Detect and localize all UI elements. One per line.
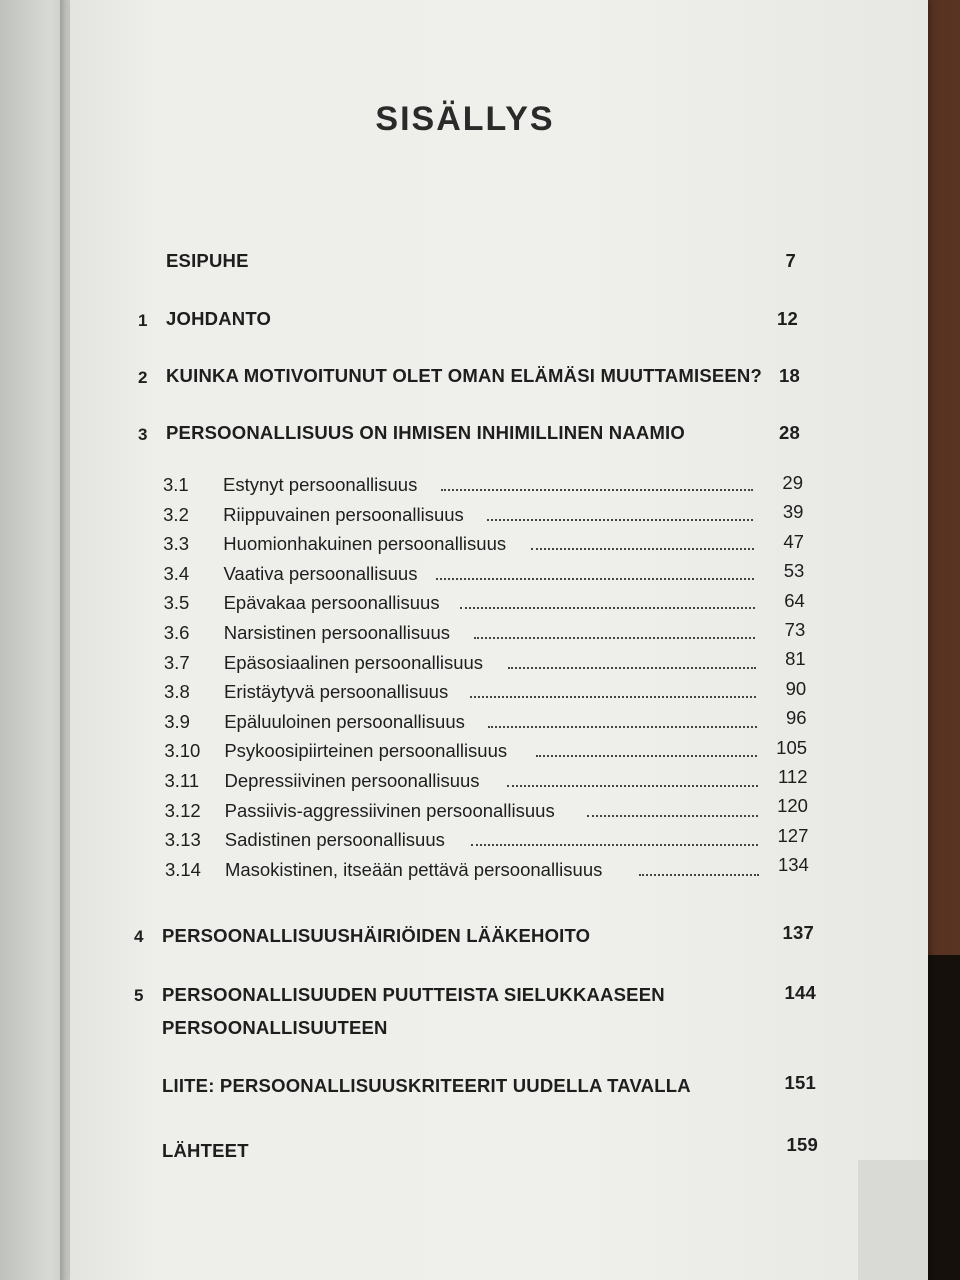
under-page-corner <box>858 1160 928 1280</box>
subsection-row <box>163 474 813 500</box>
subsection-label: Depressiivinen persoonallisuus <box>224 770 480 791</box>
subsection-label: Vaativa persoonallisuus <box>223 562 418 584</box>
toc-entry-number: 1 <box>138 311 148 330</box>
subsection-number: 3.1 <box>163 474 189 495</box>
subsection-label: Epävakaa persoonallisuus <box>223 592 440 614</box>
dot-leader <box>536 753 757 757</box>
subsection-number: 3.4 <box>163 562 190 584</box>
toc-entry-page: 151 <box>784 1072 816 1093</box>
subsection-row <box>164 677 814 707</box>
subsection-row <box>164 707 814 737</box>
toc-entry-page: 144 <box>784 982 816 1003</box>
subsection-number: 3.14 <box>164 858 201 880</box>
subsection-page: 81 <box>785 648 806 670</box>
dot-leader <box>488 724 756 728</box>
subsection-page: 47 <box>783 530 804 552</box>
dot-leader <box>470 694 756 698</box>
toc-entry-number: 2 <box>138 368 148 387</box>
subsection-label: Masokistinen, itseään pettävä persoonallisuus <box>224 858 603 880</box>
toc-entry-label: JOHDANTO <box>166 308 272 329</box>
subsection-page: 39 <box>782 501 804 523</box>
subsection-number: 3.13 <box>164 829 201 851</box>
subsection-label: Epäluuloinen persoonallisuus <box>224 710 465 732</box>
toc-entry-label: KUINKA MOTIVOITUNUT OLET OMAN ELÄMÄSI MUUTTAMISEEN? <box>166 365 762 386</box>
toc-entry-number: 5 <box>134 986 144 1005</box>
toc-entry-sielukkaaseen <box>134 984 814 1044</box>
subsection-row <box>163 589 814 618</box>
dot-leader <box>436 576 754 580</box>
subsection-number: 3.12 <box>164 799 201 821</box>
dot-leader <box>639 872 759 876</box>
subsection-page: 134 <box>777 854 809 876</box>
subsection-page: 120 <box>777 795 808 817</box>
subsection-page: 64 <box>784 589 805 611</box>
toc-entry-number: 3 <box>138 425 148 444</box>
toc-entry-number: 4 <box>134 927 144 946</box>
toc-entry-label: LÄHTEET <box>162 1140 249 1161</box>
toc-entry-label: ESIPUHE <box>166 250 249 271</box>
subsection-number: 3.5 <box>163 592 190 614</box>
subsection-row <box>164 736 814 766</box>
subsection-label: Estynyt persoonallisuus <box>223 474 418 495</box>
subsection-label: Sadistinen persoonallisuus <box>224 829 445 851</box>
subsection-row <box>164 795 815 826</box>
dot-leader <box>471 842 759 846</box>
subsection-row <box>163 648 814 678</box>
subsection-number: 3.7 <box>163 651 190 673</box>
subsection-number: 3.3 <box>163 533 190 555</box>
subsection-label: Narsistinen persoonallisuus <box>223 622 450 643</box>
subsection-row <box>164 766 815 796</box>
subsection-page: 53 <box>783 560 805 582</box>
toc-entry-label: PERSOONALLISUUSHÄIRIÖIDEN LÄÄKEHOITO <box>162 925 591 946</box>
subsection-label: Riippuvainen persoonallisuus <box>223 503 464 525</box>
subsection-label: Huomionhakuinen persoonallisuus <box>223 533 507 555</box>
dot-leader <box>531 546 754 550</box>
subsection-number: 3.9 <box>164 710 190 732</box>
subsection-page: 29 <box>782 472 803 493</box>
subsection-number: 3.10 <box>164 740 201 762</box>
subsection-page: 105 <box>776 736 808 758</box>
toc-entry-page: 7 <box>785 250 796 271</box>
dot-leader <box>487 517 753 521</box>
subsection-label: Eristäytyvä persoonallisuus <box>224 681 449 703</box>
subsection-page: 96 <box>786 707 807 729</box>
toc-entry-label-continued: PERSOONALLISUUTEEN <box>162 1017 388 1038</box>
subsection-row <box>163 530 813 559</box>
subsection-row <box>164 824 815 855</box>
toc-entry-page: 12 <box>777 308 798 329</box>
page-title: SISÄLLYS <box>375 100 555 138</box>
subsection-page: 112 <box>778 766 808 787</box>
toc-entry-label: PERSOONALLISUUDEN PUUTTEISTA SIELUKKAASEEN <box>162 984 665 1005</box>
toc-entry-page: 137 <box>782 922 814 943</box>
dot-leader <box>507 783 758 787</box>
subsection-label: Passiivis-aggressiivinen persoonallisuus <box>224 799 555 821</box>
subsection-number: 3.11 <box>164 770 200 791</box>
dot-leader <box>441 487 753 491</box>
subsection-label: Epäsosiaalinen persoonallisuus <box>223 651 484 673</box>
subsection-page: 73 <box>784 619 806 640</box>
subsection-row <box>163 619 814 648</box>
toc-entry-page: 28 <box>779 422 800 443</box>
toc-entry-label: LIITE: PERSOONALLISUUSKRITEERIT UUDELLA TAVALLA <box>162 1075 691 1096</box>
subsection-page: 127 <box>777 824 809 846</box>
subsection-number: 3.8 <box>164 681 190 703</box>
dot-leader <box>587 813 758 817</box>
dot-leader <box>474 635 756 639</box>
toc-entry-page: 159 <box>786 1134 818 1155</box>
toc-entry-page: 18 <box>779 365 800 386</box>
subsection-row <box>164 854 815 885</box>
subsection-page: 90 <box>785 677 807 699</box>
subsection-number: 3.6 <box>163 622 190 643</box>
subsection-row <box>163 501 813 530</box>
subsection-label: Psykoosipiirteinen persoonallisuus <box>224 740 508 762</box>
subsection-number: 3.2 <box>163 503 189 525</box>
dot-leader <box>508 665 756 669</box>
subsection-row <box>163 560 813 589</box>
toc-entry-label: PERSOONALLISUUS ON IHMISEN INHIMILLINEN NAAMIO <box>166 422 685 443</box>
dot-leader <box>460 605 755 609</box>
